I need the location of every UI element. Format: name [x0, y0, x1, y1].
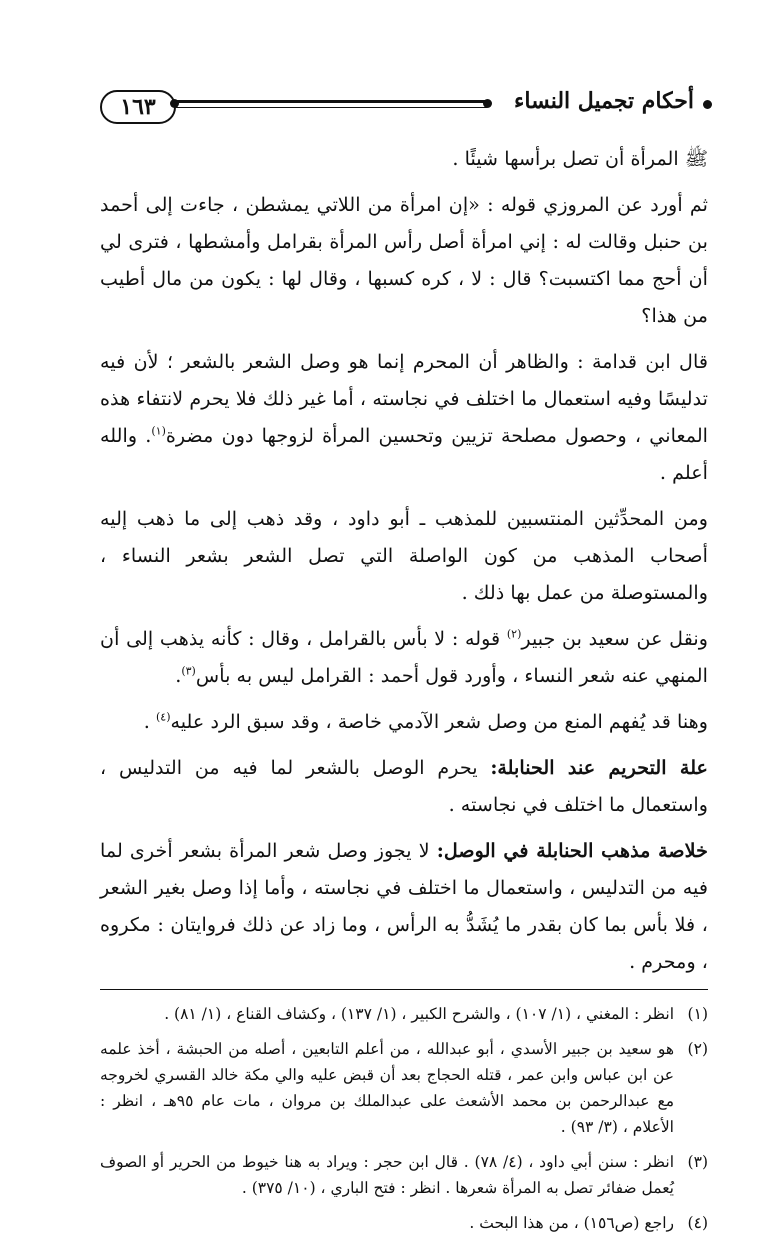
footnote-text: انظر : المغني ، (١/ ١٠٧) ، والشرح الكبير ، (١/ ١٣٧) ، وكشاف القناع ، (١/ ٨١) . — [164, 1005, 674, 1023]
footnote — [100, 1001, 708, 1027]
footnote — [100, 1210, 708, 1236]
footnote-number: (٢) — [687, 1040, 708, 1058]
footnote-text: هو سعيد بن جبير الأسدي ، أبو عبدالله ، من أعلم التابعين ، أصله من الحبشة ، أخذ علمه عن ابن عباس وابن عمر ، قتله الحجاج بعد أن قبض عليه والي مكة خالد القسري لخروجه مع عبدالرحمن بن محمد الأشعث على عبدالملك بن مروان ، مات عام ٩٥هـ ، انظر : الأعلام ، (٣/ ٩٣) . — [100, 1040, 674, 1136]
paragraph-text: قوله : لا بأس بالقرامل ، وقال : كأنه يذهب إلى أن المنهي عنه شعر النساء ، وأورد قول أحمد : القرامل ليس به بأس — [100, 627, 708, 687]
paragraph-text: . — [175, 664, 182, 687]
footnote-number: (٣) — [687, 1153, 708, 1171]
header-ornament-dot — [483, 99, 492, 108]
section-label: خلاصة مذهب الحنابلة في الوصل: — [436, 839, 708, 862]
paragraph — [100, 749, 708, 823]
paragraph — [100, 832, 708, 980]
footnote-number: (١) — [687, 1005, 708, 1023]
footnote-ref: (٣) — [181, 664, 196, 678]
page-body — [100, 140, 708, 1245]
footnote — [100, 1149, 708, 1201]
header-rule — [176, 100, 487, 108]
paragraph — [100, 620, 708, 694]
page-number: ١٦٣ — [100, 90, 176, 124]
paragraph-text: وهنا قد يُفهم المنع من وصل شعر الآدمي خاصة ، وقد سبق الرد عليه — [170, 710, 708, 733]
paragraph: ثم أورد عن المروزي قوله : «إن امرأة من اللاتي يمشطن ، جاءت إلى أحمد بن حنبل وقالت له : إني امرأة أصل رأس المرأة بقرامل وأمشطها ، فترى لي أن أحج مما اكتسبت؟ قال : لا ، كره كسبها ، وقال لها : يكون من مال أطيب من هذا؟ — [100, 193, 708, 327]
paragraph-text: لا يجوز وصل شعر المرأة بشعر أخرى لما فيه من التدليس ، واستعمال ما اختلف في نجاسته ، وأما إذا وصل بغير الشعر ، فلا بأس بما كان بقدر ما يُشَدُّ به الرأس ، وما زاد عن ذلك فروايتان : مكروه ، ومحرم . — [100, 839, 708, 973]
running-title: أحكام تجميل النساء — [514, 88, 694, 114]
paragraph-text: ونقل عن سعيد بن جبير — [521, 627, 709, 650]
page-header — [100, 88, 712, 128]
paragraph: ﷺ المرأة أن تصل برأسها شيئًا . — [452, 147, 708, 170]
paragraph: ومن المحدِّثين المنتسبين للمذهب ـ أبو داود ، وقد ذهب إلى ما ذهب إليه أصحاب المذهب من كون الواصلة التي تصل الشعر بشعر النساء ، والمستوصلة من عمل بها ذلك . — [100, 507, 708, 604]
header-ornament-dot — [703, 100, 712, 109]
paragraph — [100, 343, 708, 491]
section-label: علة التحريم عند الحنابلة: — [490, 756, 709, 779]
paragraph — [100, 703, 708, 740]
footnote-text: راجع (ص١٥٦) ، من هذا البحث . — [469, 1214, 674, 1232]
footnote-separator — [100, 989, 708, 990]
footnote — [100, 1036, 708, 1140]
paragraph-text: قال ابن قدامة : والظاهر أن المحرم إنما هو وصل الشعر بالشعر ؛ لأن فيه تدليسًا وفيه استعمال ما اختلف في نجاسته ، أما غير ذلك فلا يحرم لانتفاء هذه المعاني ، وحصول مصلحة تزيين وتحسين المرأة لزوجها دون مضرة — [100, 350, 709, 447]
footnote-ref: (٤) — [155, 710, 171, 724]
footnote-ref: (١) — [151, 424, 166, 438]
footnote-number: (٤) — [687, 1214, 708, 1232]
paragraph-text: . والله أعلم . — [100, 424, 708, 484]
paragraph-text: . — [143, 710, 156, 733]
footnote-text: انظر : سنن أبي داود ، (٤/ ٧٨) . قال ابن حجر : ويراد به هنا خيوط من الحرير أو الصوف يُعمل ضفائر تصل به المرأة شعرها . انظر : فتح الباري ، (١٠/ ٣٧٥) . — [100, 1153, 675, 1197]
footnote-ref: (٢) — [506, 627, 522, 641]
paragraph-text: يحرم الوصل بالشعر لما فيه من التدليس ، واستعمال ما اختلف في نجاسته . — [100, 756, 708, 816]
